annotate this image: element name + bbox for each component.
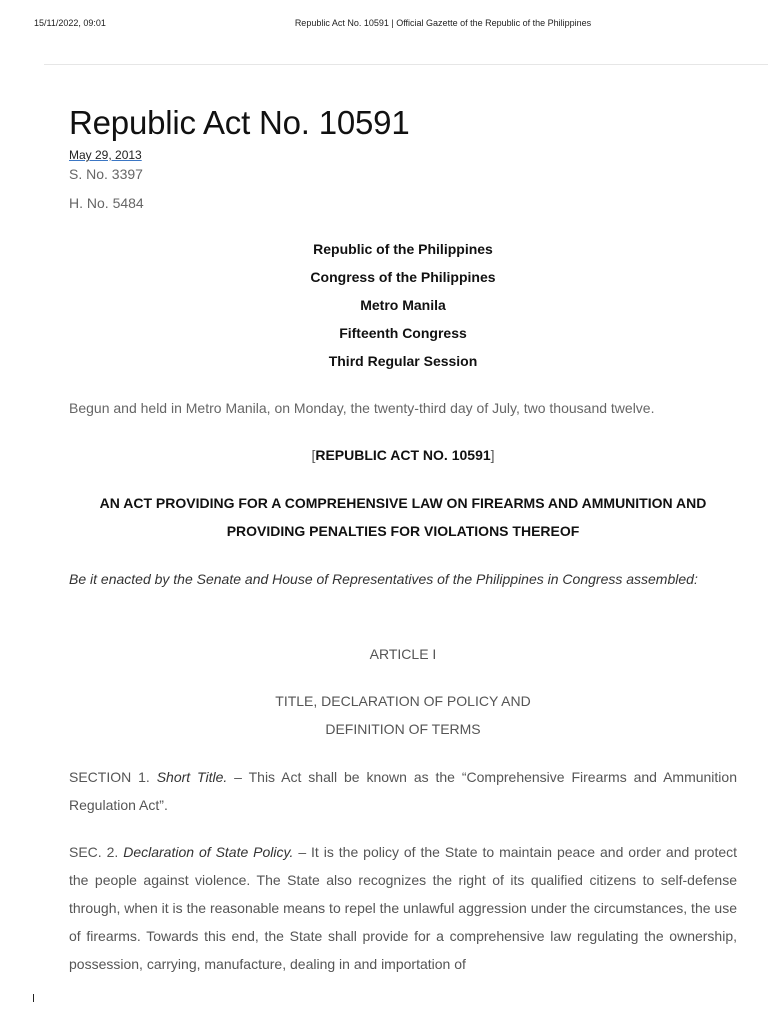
- heading-republic: Republic of the Philippines: [313, 241, 493, 257]
- act-number-label: REPUBLIC ACT NO. 10591: [315, 447, 491, 463]
- section-1-text: – This Act shall be known as the “Comprehensive Firearms and Ammunition Regulation Act”.: [69, 769, 737, 813]
- act-bracket-open: [: [311, 447, 316, 463]
- section-1-prefix: SECTION 1.: [69, 769, 157, 785]
- page-edge-mark: [33, 994, 34, 1002]
- print-header: [0, 18, 768, 32]
- heading-congress-number: Fifteenth Congress: [339, 325, 467, 341]
- section-1-heading: Short Title.: [156, 769, 228, 785]
- article-title-line-2: DEFINITION OF TERMS: [325, 721, 481, 737]
- section-1: [69, 763, 737, 819]
- house-number: H. No. 5484: [69, 195, 144, 211]
- heading-location: Metro Manila: [360, 297, 446, 313]
- header-divider: [44, 64, 768, 65]
- act-number: [69, 447, 737, 463]
- print-date: 15/11/2022, 09:01: [34, 18, 106, 28]
- print-page-title: Republic Act No. 10591 | Official Gazette of the Republic of the Philippines: [294, 18, 592, 28]
- section-2-prefix: SEC. 2.: [69, 844, 124, 860]
- section-2: [69, 838, 737, 978]
- act-bracket-close: ]: [490, 447, 495, 463]
- senate-number: S. No. 3397: [69, 166, 143, 182]
- date-link[interactable]: May 29, 2013: [69, 148, 142, 162]
- act-title: AN ACT PROVIDING FOR A COMPREHENSIVE LAW ON FIREARMS AND AMMUNITION AND PROVIDING PENALTIES FOR VIOLATIONS THEREOF: [99, 495, 707, 539]
- heading-session: Third Regular Session: [328, 353, 478, 369]
- section-2-heading: Declaration of State Policy.: [123, 844, 294, 860]
- article-number: ARTICLE I: [369, 646, 437, 662]
- begun-statement: Begun and held in Metro Manila, on Monday, the twenty-third day of July, two thousand twelve.: [69, 400, 655, 416]
- article-title-line-1: TITLE, DECLARATION OF POLICY AND: [275, 693, 531, 709]
- section-2-text: – It is the policy of the State to maintain peace and order and protect the people against violence. The State also recognizes the right of its qualified citizens to self-defense through, when it is the reasonable means to repel the unlawful aggression under the circumstances, the use of firearms. Towards this end, the State shall provide for a comprehensive law regulating the ownership, possession, carrying, manufacture, dealing in and importation of: [69, 844, 738, 972]
- heading-congress: Congress of the Philippines: [310, 269, 496, 285]
- enacting-clause: Be it enacted by the Senate and House of Representatives of the Philippines in Congress assembled:: [69, 571, 698, 587]
- page-title: Republic Act No. 10591: [69, 104, 410, 141]
